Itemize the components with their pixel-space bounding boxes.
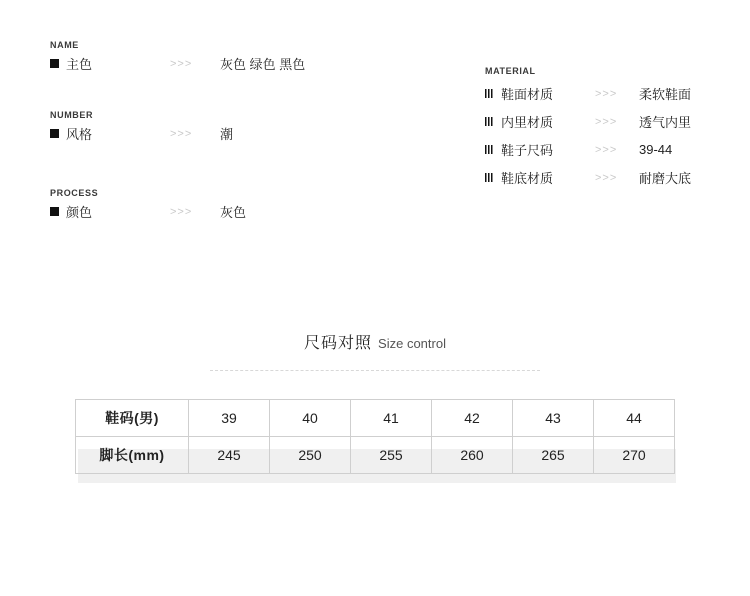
spec-row-name [50, 54, 305, 73]
table-cell: 250 [270, 437, 351, 474]
table-cell: 42 [432, 400, 513, 437]
spec-label-text-process: 颜色 [66, 205, 93, 220]
spec-label-lining-material [485, 112, 595, 131]
table-cell: 265 [513, 437, 594, 474]
spec-value-name: 灰色 绿色 黑色 [220, 57, 306, 72]
chevrons-icon: >>> [170, 127, 193, 140]
size-chart-section [0, 330, 750, 474]
spec-value-shoe-size: 39-44 [639, 142, 673, 157]
table-row-header: 鞋码(男) [76, 400, 189, 437]
table-row [76, 437, 675, 474]
spec-label-text-number: 风格 [66, 127, 93, 142]
size-table [75, 399, 675, 474]
spec-label-upper-material [485, 84, 595, 103]
chevrons-icon: >>> [595, 87, 618, 100]
spec-row-process [50, 202, 246, 221]
table-cell: 40 [270, 400, 351, 437]
spec-value-upper-material: 柔软鞋面 [639, 87, 692, 102]
table-row [76, 400, 675, 437]
spec-row-number [50, 124, 233, 143]
spec-label-name [50, 54, 170, 73]
spec-label-process [50, 202, 170, 221]
solid-square-icon [50, 59, 59, 68]
spec-row-upper-material [485, 84, 691, 103]
solid-square-icon [50, 207, 59, 216]
table-cell: 255 [351, 437, 432, 474]
spec-label-sole-material [485, 168, 595, 187]
table-cell: 44 [594, 400, 675, 437]
chevrons-icon: >>> [595, 143, 618, 156]
spec-value-sole-material: 耐磨大底 [639, 171, 692, 186]
spec-value-process: 灰色 [220, 205, 247, 220]
chevrons-icon: >>> [595, 115, 618, 128]
spec-block-process [50, 188, 246, 221]
size-chart-title-cn: 尺码对照 [304, 335, 373, 352]
chevrons-icon: >>> [170, 57, 193, 70]
spec-row-lining-material [485, 112, 691, 131]
solid-square-icon [50, 129, 59, 138]
spec-value-lining-material: 透气内里 [639, 115, 692, 130]
table-cell: 43 [513, 400, 594, 437]
table-cell: 270 [594, 437, 675, 474]
table-cell: 245 [189, 437, 270, 474]
hatched-square-icon [485, 145, 494, 154]
hatched-square-icon [485, 89, 494, 98]
spec-eyebrow-material: MATERIAL [485, 66, 536, 76]
hatched-square-icon [485, 117, 494, 126]
spec-row-shoe-size [485, 140, 691, 159]
size-chart-title-en: Size control [378, 336, 446, 351]
title-divider [210, 370, 540, 371]
spec-eyebrow-number: NUMBER [50, 110, 94, 120]
table-cell: 41 [351, 400, 432, 437]
spec-value-number: 潮 [220, 127, 234, 142]
chevrons-icon: >>> [170, 205, 193, 218]
spec-label-shoe-size [485, 140, 595, 159]
spec-eyebrow-name: NAME [50, 40, 79, 50]
hatched-square-icon [485, 173, 494, 182]
spec-label-text-upper-material: 鞋面材质 [501, 87, 554, 102]
table-row-header: 脚长(mm) [76, 437, 189, 474]
spec-label-text-lining-material: 内里材质 [501, 115, 554, 130]
size-table-wrapper [0, 399, 750, 474]
spec-row-sole-material [485, 168, 691, 187]
spec-label-text-name: 主色 [66, 57, 93, 72]
spec-block-number [50, 110, 233, 143]
spec-block-name [50, 40, 305, 73]
table-cell: 260 [432, 437, 513, 474]
chevrons-icon: >>> [595, 171, 618, 184]
table-cell: 39 [189, 400, 270, 437]
spec-label-text-shoe-size: 鞋子尺码 [501, 143, 554, 158]
specification-panel [0, 0, 750, 240]
spec-label-number [50, 124, 170, 143]
spec-label-text-sole-material: 鞋底材质 [501, 171, 554, 186]
spec-eyebrow-process: PROCESS [50, 188, 99, 198]
size-chart-title [0, 330, 750, 353]
spec-block-material [485, 66, 691, 196]
